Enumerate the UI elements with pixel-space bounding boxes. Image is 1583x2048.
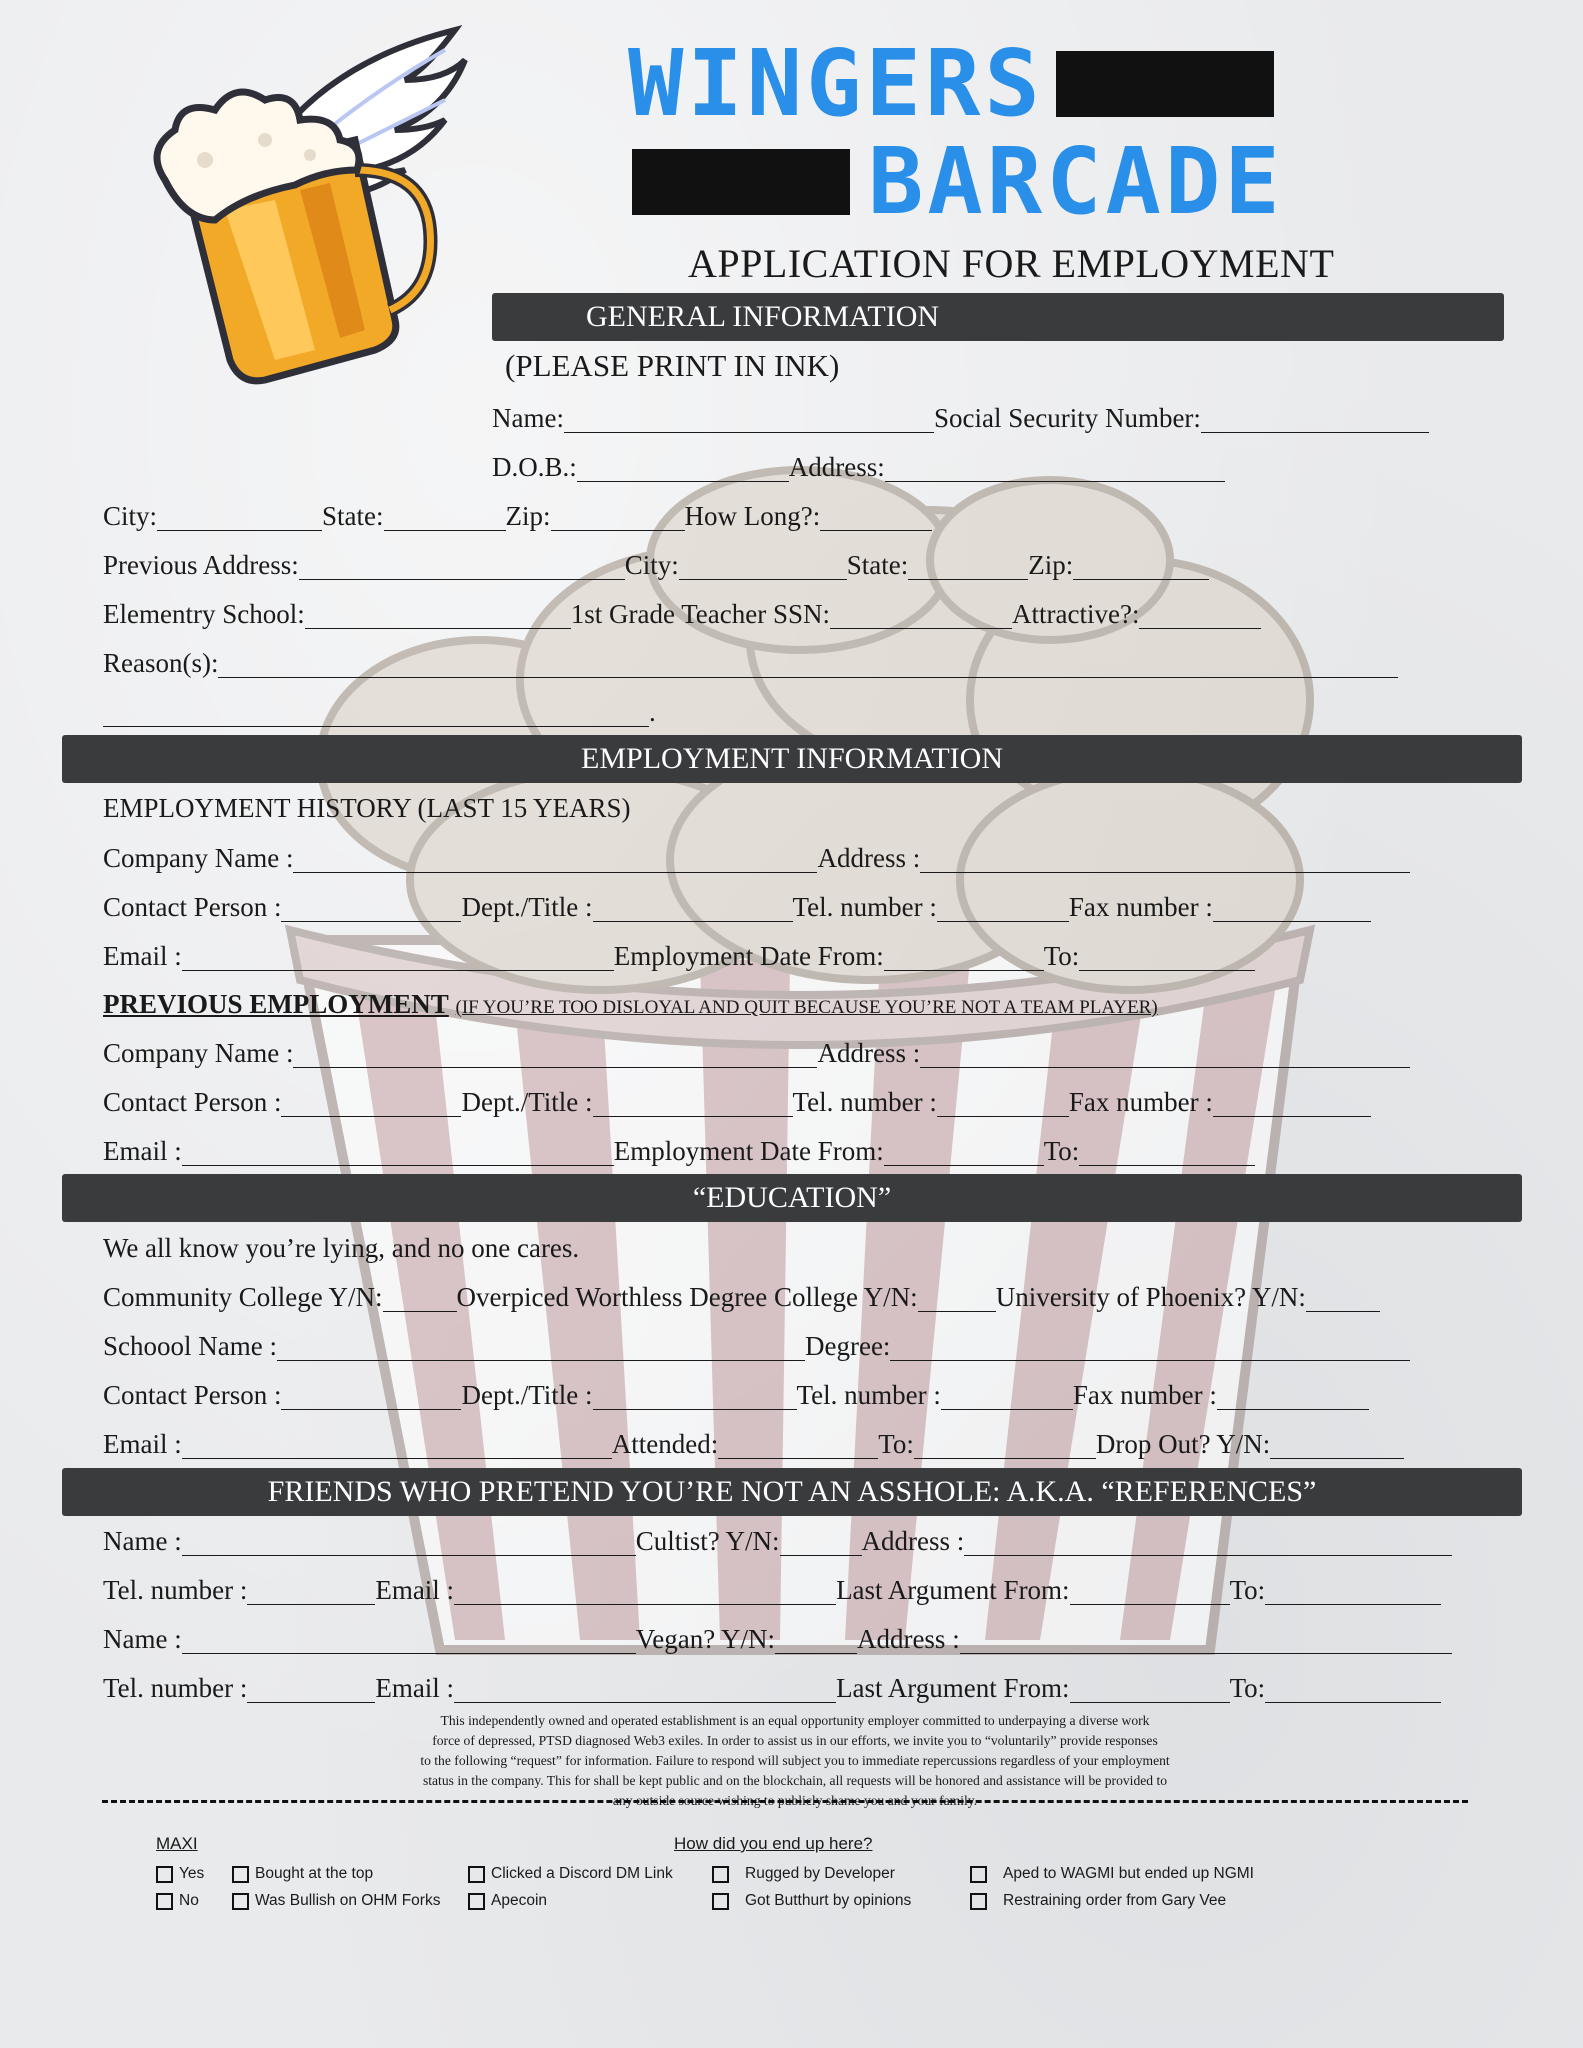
section-header-education: “EDUCATION” xyxy=(62,1174,1522,1222)
ref1-email-field[interactable] xyxy=(454,1574,836,1605)
ref2-tel-field[interactable] xyxy=(247,1672,375,1703)
option-maxi-yes[interactable] xyxy=(156,1865,204,1883)
label-tel: Tel. number : xyxy=(796,1380,941,1410)
label-ref-to: To: xyxy=(1229,1575,1266,1605)
disclaimer-line: status in the company. This for shall be kept public and on the blockchain, all requests will be honored and assistance will be provided to xyxy=(422,1773,1168,1788)
row-ref2-name xyxy=(103,1621,1452,1657)
checkbox[interactable] xyxy=(712,1866,729,1883)
section-header-employment: EMPLOYMENT INFORMATION xyxy=(62,735,1522,783)
degree-field[interactable] xyxy=(890,1330,1410,1361)
zip-field[interactable] xyxy=(551,500,685,531)
ref2-name-field[interactable] xyxy=(182,1623,636,1654)
employment-history-heading: EMPLOYMENT HISTORY (LAST 15 YEARS) xyxy=(103,793,631,823)
label-ref-address: Address : xyxy=(861,1526,965,1556)
label-ref-tel: Tel. number : xyxy=(103,1673,248,1703)
checkbox[interactable] xyxy=(970,1893,987,1910)
name-field[interactable] xyxy=(564,402,934,433)
checkbox[interactable] xyxy=(156,1893,173,1910)
disclaimer-line: This independently owned and operated establishment is an equal opportunity employer committed to underpaying a diverse work xyxy=(440,1713,1150,1728)
label-attended: Attended: xyxy=(611,1429,719,1459)
label-phoenix: University of Phoenix? Y/N: xyxy=(995,1282,1306,1312)
option-discord-dm[interactable] xyxy=(468,1865,673,1883)
row-contact xyxy=(103,889,1371,925)
label-degree: Degree: xyxy=(804,1331,891,1361)
option-gary-vee[interactable] xyxy=(970,1892,1226,1910)
label-how-long: How Long?: xyxy=(684,501,821,531)
edu-email-field[interactable] xyxy=(182,1428,612,1459)
row-company xyxy=(103,840,1410,876)
label-tel: Tel. number : xyxy=(792,892,937,922)
label-to: To: xyxy=(1043,941,1080,971)
label-contact-person: Contact Person : xyxy=(103,1087,282,1117)
label-contact-person: Contact Person : xyxy=(103,1380,282,1410)
option-label: Bought at the top xyxy=(255,1865,374,1882)
option-label: Aped to WAGMI but ended up NGMI xyxy=(1003,1865,1254,1882)
label-teacher-ssn: 1st Grade Teacher SSN: xyxy=(570,599,831,629)
option-bought-top[interactable] xyxy=(232,1865,373,1883)
previous-employment-heading xyxy=(103,986,1158,1022)
brand-line-2 xyxy=(632,128,1284,235)
label-email: Email : xyxy=(103,941,182,971)
label-fax: Fax number : xyxy=(1072,1380,1217,1410)
label-prev-city: City: xyxy=(624,550,679,580)
contact-person-field[interactable] xyxy=(281,891,461,922)
ref1-address-field[interactable] xyxy=(964,1525,1452,1556)
label-company-name: Company Name : xyxy=(103,1038,294,1068)
education-intro: We all know you’re lying, and no one cares. xyxy=(103,1233,580,1263)
row-elementary xyxy=(103,596,1261,632)
label-dept-title: Dept./Title : xyxy=(461,1087,593,1117)
label-ref-name: Name : xyxy=(103,1526,182,1556)
option-label: Apecoin xyxy=(491,1892,548,1909)
attractive-field[interactable] xyxy=(1139,598,1261,629)
row-ref2-contact xyxy=(103,1670,1441,1706)
label-date-from: Employment Date From: xyxy=(613,941,884,971)
ref1-tel-field[interactable] xyxy=(247,1574,375,1605)
label-city: City: xyxy=(103,501,158,531)
cut-line-divider xyxy=(102,1800,1468,1803)
school-name-field[interactable] xyxy=(277,1330,805,1361)
reasons-field-2[interactable] xyxy=(103,696,649,727)
dob-field[interactable] xyxy=(577,451,789,482)
label-reasons: Reason(s): xyxy=(103,648,219,678)
label-elementary: Elementry School: xyxy=(103,599,305,629)
row-prev-email-dates xyxy=(103,1133,1255,1169)
checkbox[interactable] xyxy=(156,1866,173,1883)
row-dob-address xyxy=(492,449,1225,485)
checkbox[interactable] xyxy=(232,1893,249,1910)
previous-employment-title: PREVIOUS EMPLOYMENT xyxy=(103,989,449,1019)
option-label: Was Bullish on OHM Forks xyxy=(255,1892,441,1909)
label-previous-address: Previous Address: xyxy=(103,550,299,580)
label-attractive: Attractive?: xyxy=(1012,599,1140,629)
community-college-field[interactable] xyxy=(383,1281,457,1312)
date-to-field[interactable] xyxy=(1079,940,1255,971)
ref2-email-field[interactable] xyxy=(454,1672,836,1703)
reasons-period: . xyxy=(649,697,656,727)
row-ref1-contact xyxy=(103,1572,1441,1608)
disclaimer-line: force of depressed, PTSD diagnosed Web3 exiles. In order to assist us in our efforts, we invite you to “voluntarily” provide responses xyxy=(432,1733,1158,1748)
row-email-dates xyxy=(103,938,1255,974)
ref2-address-field[interactable] xyxy=(960,1623,1452,1654)
prev-date-from-field[interactable] xyxy=(884,1135,1044,1166)
ref1-argument-from-field[interactable] xyxy=(1070,1574,1230,1605)
ref1-argument-to-field[interactable] xyxy=(1265,1574,1441,1605)
edu-dept-title-field[interactable] xyxy=(593,1379,797,1410)
address-field[interactable] xyxy=(885,451,1225,482)
brand-word-wingers: WINGERS xyxy=(628,30,1044,137)
option-label: Yes xyxy=(179,1865,205,1882)
checkbox[interactable] xyxy=(468,1866,485,1883)
state-field[interactable] xyxy=(384,500,506,531)
prev-date-to-field[interactable] xyxy=(1079,1135,1255,1166)
company-name-field[interactable] xyxy=(293,842,817,873)
option-label: Got Butthurt by opinions xyxy=(745,1892,912,1909)
checkbox[interactable] xyxy=(232,1866,249,1883)
option-butthurt[interactable] xyxy=(712,1892,911,1910)
previous-address-field[interactable] xyxy=(299,549,625,580)
disclaimer xyxy=(330,1711,1260,1811)
label-ref-address: Address : xyxy=(856,1624,960,1654)
disclaimer-line: to the following “request” for information. Failure to respond will subject you to immediate repercussions regardless of your employment xyxy=(420,1753,1170,1768)
label-ref-email: Email : xyxy=(375,1575,455,1605)
ref1-name-field[interactable] xyxy=(182,1525,636,1556)
prev-fax-field[interactable] xyxy=(1213,1086,1371,1117)
option-label: Restraining order from Gary Vee xyxy=(1003,1892,1227,1909)
how-long-field[interactable] xyxy=(820,500,932,531)
teacher-ssn-field[interactable] xyxy=(830,598,1012,629)
label-school-name: Schoool Name : xyxy=(103,1331,277,1361)
label-fax: Fax number : xyxy=(1068,1087,1213,1117)
label-prev-state: State: xyxy=(846,550,909,580)
label-cultist: Cultist? Y/N: xyxy=(635,1526,780,1556)
row-prev-contact xyxy=(103,1084,1371,1120)
label-address: Address: xyxy=(788,452,885,482)
option-ohm-forks[interactable] xyxy=(232,1892,440,1910)
label-overpriced: Overpiced Worthless Degree College Y/N: xyxy=(456,1282,918,1312)
option-apecoin[interactable] xyxy=(468,1892,547,1910)
option-maxi-no[interactable] xyxy=(156,1892,199,1910)
checkbox[interactable] xyxy=(970,1866,987,1883)
company-address-field[interactable] xyxy=(920,842,1410,873)
label-ref-name: Name : xyxy=(103,1624,182,1654)
label-to: To: xyxy=(878,1429,914,1459)
dept-title-field[interactable] xyxy=(593,891,793,922)
edu-tel-field[interactable] xyxy=(941,1379,1073,1410)
edu-fax-field[interactable] xyxy=(1217,1379,1369,1410)
label-contact-person: Contact Person : xyxy=(103,892,282,922)
label-company-address: Address : xyxy=(817,843,921,873)
label-ssn: Social Security Number: xyxy=(933,403,1201,433)
label-to: To: xyxy=(1043,1136,1080,1166)
label-ref-tel: Tel. number : xyxy=(103,1575,248,1605)
row-school-degree xyxy=(103,1328,1410,1364)
prev-dept-title-field[interactable] xyxy=(593,1086,793,1117)
city-field[interactable] xyxy=(157,500,322,531)
vegan-field[interactable] xyxy=(775,1623,857,1654)
label-ref-to: To: xyxy=(1229,1673,1266,1703)
brand-line-1 xyxy=(628,30,1274,137)
disclaimer-line: any outside source wishing to publicly shame you and your family. xyxy=(612,1793,978,1808)
option-wagmi-ngmi[interactable] xyxy=(970,1865,1254,1883)
label-company-name: Company Name : xyxy=(103,843,294,873)
row-previous-address xyxy=(103,547,1209,583)
row-city-state xyxy=(103,498,932,534)
option-label: No xyxy=(179,1892,199,1909)
redaction-bar xyxy=(632,149,850,215)
overpriced-field[interactable] xyxy=(918,1281,996,1312)
prev-tel-field[interactable] xyxy=(937,1086,1069,1117)
cultist-field[interactable] xyxy=(780,1525,862,1556)
row-college-type xyxy=(103,1279,1380,1315)
label-last-argument: Last Argument From: xyxy=(836,1575,1070,1605)
section-header-references: FRIENDS WHO PRETEND YOU’RE NOT AN ASSHOLE: A.K.A. “REFERENCES” xyxy=(62,1468,1522,1516)
row-edu-email xyxy=(103,1426,1404,1462)
label-last-argument: Last Argument From: xyxy=(836,1673,1070,1703)
prev-email-field[interactable] xyxy=(182,1135,614,1166)
checkbox[interactable] xyxy=(712,1893,729,1910)
label-dept-title: Dept./Title : xyxy=(461,892,593,922)
ref2-argument-from-field[interactable] xyxy=(1070,1672,1230,1703)
row-edu-contact xyxy=(103,1377,1369,1413)
label-ref-email: Email : xyxy=(375,1673,455,1703)
prev-state-field[interactable] xyxy=(908,549,1028,580)
drop-out-field[interactable] xyxy=(1270,1428,1404,1459)
row-reasons-cont xyxy=(103,694,656,730)
option-label: Rugged by Developer xyxy=(745,1865,895,1882)
prev-company-address-field[interactable] xyxy=(920,1037,1410,1068)
section-header-general: GENERAL INFORMATION xyxy=(492,293,1504,341)
brand-word-barcade: BARCADE xyxy=(868,128,1284,235)
how-heading: How did you end up here? xyxy=(674,1834,873,1853)
label-date-from: Employment Date From: xyxy=(613,1136,884,1166)
label-name: Name: xyxy=(492,403,564,433)
row-reasons xyxy=(103,645,1398,681)
option-label: Clicked a Discord DM Link xyxy=(491,1865,673,1882)
attended-to-field[interactable] xyxy=(914,1428,1096,1459)
date-from-field[interactable] xyxy=(884,940,1044,971)
label-fax: Fax number : xyxy=(1068,892,1213,922)
print-note: (PLEASE PRINT IN INK) xyxy=(505,348,840,383)
ssn-field[interactable] xyxy=(1201,402,1429,433)
tel-field[interactable] xyxy=(937,891,1069,922)
prev-contact-person-field[interactable] xyxy=(281,1086,461,1117)
label-zip: Zip: xyxy=(505,501,551,531)
prev-city-field[interactable] xyxy=(679,549,847,580)
label-email: Email : xyxy=(103,1136,182,1166)
label-drop-out: Drop Out? Y/N: xyxy=(1095,1429,1271,1459)
row-prev-company xyxy=(103,1035,1410,1071)
winged-beer-mug-logo xyxy=(125,20,485,420)
label-state: State: xyxy=(322,501,384,531)
fax-field[interactable] xyxy=(1213,891,1371,922)
checkbox[interactable] xyxy=(468,1893,485,1910)
attended-field[interactable] xyxy=(718,1428,878,1459)
document-title: APPLICATION FOR EMPLOYMENT xyxy=(688,241,1335,286)
label-dob: D.O.B.: xyxy=(492,452,577,482)
label-company-address: Address : xyxy=(817,1038,921,1068)
maxi-heading: MAXI xyxy=(156,1834,198,1853)
label-tel: Tel. number : xyxy=(792,1087,937,1117)
email-field[interactable] xyxy=(182,940,614,971)
label-email: Email : xyxy=(103,1429,182,1459)
row-name-ssn xyxy=(492,400,1429,436)
option-rugged[interactable] xyxy=(712,1865,895,1883)
reasons-field[interactable] xyxy=(218,647,1398,678)
phoenix-field[interactable] xyxy=(1306,1281,1380,1312)
elementary-field[interactable] xyxy=(305,598,571,629)
edu-contact-person-field[interactable] xyxy=(281,1379,461,1410)
redaction-bar xyxy=(1056,51,1274,117)
previous-employment-note: (IF YOU’RE TOO DISLOYAL AND QUIT BECAUSE YOU’RE NOT A TEAM PLAYER) xyxy=(455,997,1158,1018)
row-ref1-name xyxy=(103,1523,1452,1559)
label-prev-zip: Zip: xyxy=(1028,550,1074,580)
prev-company-name-field[interactable] xyxy=(293,1037,817,1068)
label-community-college: Community College Y/N: xyxy=(103,1282,383,1312)
label-dept-title: Dept./Title : xyxy=(461,1380,593,1410)
ref2-argument-to-field[interactable] xyxy=(1265,1672,1441,1703)
label-vegan: Vegan? Y/N: xyxy=(635,1624,775,1654)
prev-zip-field[interactable] xyxy=(1073,549,1209,580)
